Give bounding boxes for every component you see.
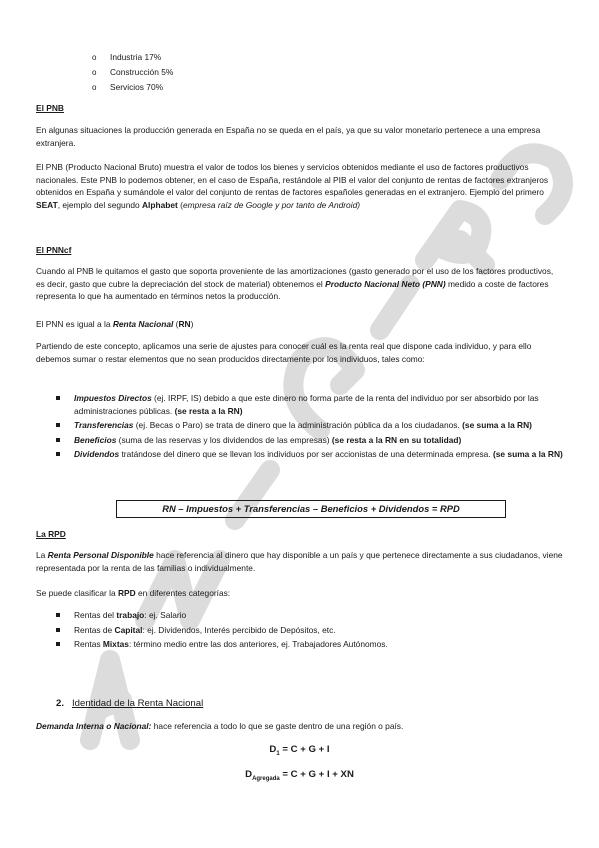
list-item: Rentas del trabajo: ej. Salario <box>56 609 563 622</box>
circle-bullet-icon: o <box>92 68 97 77</box>
pnncf-heading: El PNNcf <box>36 245 72 255</box>
list-item: Rentas de Capital: ej. Dividendos, Interés percibido de Depósitos, etc. <box>56 624 563 637</box>
list-item: o Servicios 70% <box>92 80 173 95</box>
square-bullet-icon <box>56 452 60 456</box>
list-item: o Industria 17% <box>92 50 173 65</box>
pnb-paragraph-1: En algunas situaciones la producción generada en España no se queda en el país, ya que su valor monetario pertenece a una empresa extranjera. <box>36 125 541 148</box>
square-bullet-icon <box>56 438 60 442</box>
section-2-title: 2. Identidad de la Renta Nacional <box>56 698 204 709</box>
demanda-interna-definition: Demanda Interna o Nacional: hace referencia a todo lo que se gaste dentro de una región o país. <box>36 721 404 731</box>
equation-d-agregada: $D_{Agregada} = C + G + I$ + XN <box>245 769 354 782</box>
square-bullet-icon <box>56 396 60 400</box>
square-bullet-icon <box>56 642 60 646</box>
pnncf-paragraph-3: Partiendo de este concepto, aplicamos una serie de ajustes para conocer cuál es la renta real que dispone cada individuo, y para ello debemos sumar o restar elementos que no sean producidos directamente por los individuos, tales como: <box>36 341 532 364</box>
rpd-paragraph-1: La Renta Personal Disponible hace referencia al dinero que hay disponible a un país y que pertenece directamente a sus ciudadanos, viene representada por la renta de las familias o individualmente. <box>36 550 563 573</box>
list-item: Rentas Mixtas: término medio entre las dos anteriores, ej. Trabajadores Autónomos. <box>56 638 563 651</box>
equation-d1: $D_1 = C + G + I$ <box>269 744 330 757</box>
list-item: Transferencias (ej. Becas o Paro) se trata de dinero que la administración pública da a los ciudadanos. (se suma a la RN) <box>56 419 563 432</box>
list-item: Dividendos tratándose del dinero que se llevan los individuos por ser accionistas de una determinada empresa. (se suma a la RN) <box>56 448 563 461</box>
list-item: Beneficios (suma de las reservas y los dividendos de las empresas) (se resta a la RN en su totalidad) <box>56 434 563 447</box>
list-item: o Construcción 5% <box>92 65 173 80</box>
pnb-heading: El PNB <box>36 103 64 113</box>
square-bullet-icon <box>56 423 60 427</box>
rpd-categories-list <box>56 609 563 653</box>
rpd-heading: La RPD <box>36 529 66 539</box>
square-bullet-icon <box>56 613 60 617</box>
pnb-paragraph-2: El PNB (Producto Nacional Bruto) muestra el valor de todos los bienes y servicios obtenidos mediante el uso de factores productivos nacionales. Este PNB lo podemos obtener, en el caso de España, restándole al PIB el valor del conjunto de rentas de factores extranjeros obtenidos en España y sumándole el valor del conjunto de rentas de factores españoles generadas en el extranjero. Ejemplo del primero SEAT, ejemplo del segundo Alphabet (empresa raíz de Google y por tanto de Android) <box>36 162 549 210</box>
circle-bullet-icon: o <box>92 83 97 92</box>
rpd-paragraph-2: Se puede clasificar la RPD en diferentes categorías: <box>36 588 231 598</box>
square-bullet-icon <box>56 628 60 632</box>
list-item: Impuestos Directos (ej. IRPF, IS) debido a que este dinero no forma parte de la renta del individuo por ser absorbido por las administraciones públicas. (se resta a la RN) <box>56 392 563 417</box>
rpd-formula: RN – Impuestos + Transferencias – Beneficios + Dividendos = RPD <box>116 500 506 518</box>
adjustments-list <box>56 392 563 463</box>
pnncf-paragraph-1: Cuando al PNB le quitamos el gasto que soporta proveniente de las amortizaciones (gasto generado por el uso de los factores productivos, es decir, gasto que cubre la depreciación del stock de material) obtenemos el Producto Nacional Neto (PNN) medido a coste de factores representa lo que ha aumentado en términos netos la producción. <box>36 266 554 302</box>
pnn-equals-rn: El PNN es igual a la Renta Nacional (RN) <box>36 319 194 329</box>
sector-percentages-list <box>92 50 173 95</box>
circle-bullet-icon: o <box>92 53 97 62</box>
